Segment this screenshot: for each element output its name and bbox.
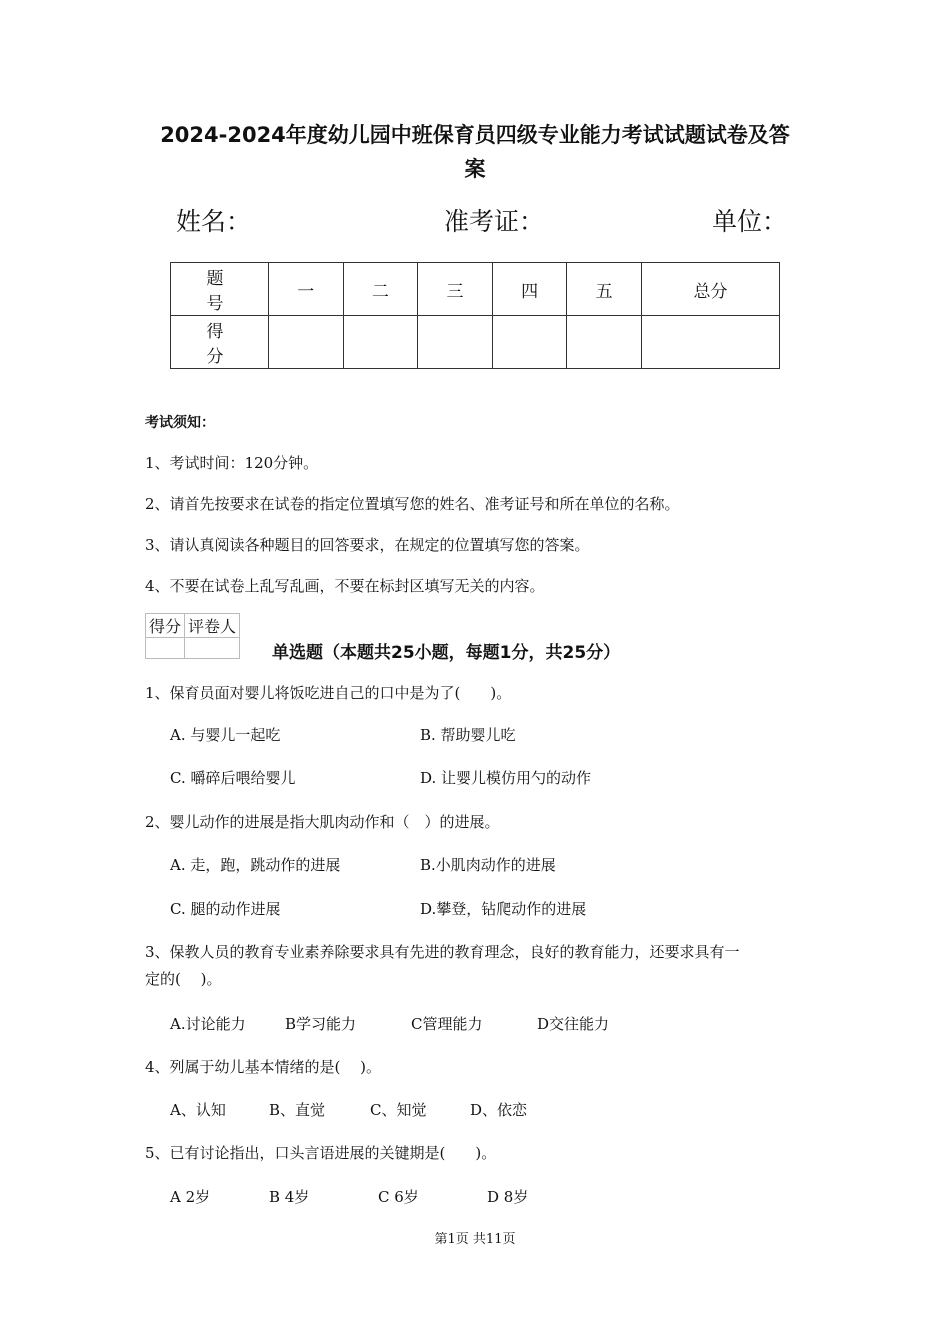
option-a: A. 与婴儿一起吃: [170, 726, 281, 744]
title-line-2: 案: [464, 157, 486, 181]
option-b: B.小肌肉动作的进展: [420, 856, 556, 874]
option-d: D.攀登，钻爬动作的进展: [420, 900, 587, 918]
score-header-label: 题 号: [171, 263, 269, 316]
score-value-cell[interactable]: [269, 316, 344, 369]
notes-title: 考试须知：: [145, 415, 215, 431]
grader-reviewer-label: 评卷人: [185, 614, 240, 638]
note-item: 2、请首先按要求在试卷的指定位置填写您的姓名、准考证号和所在单位的名称。: [145, 495, 680, 513]
score-value-row: [171, 316, 780, 369]
option-d: D交往能力: [537, 1015, 610, 1033]
option-b: B、直觉: [269, 1101, 326, 1119]
option-c: C、知觉: [370, 1101, 427, 1119]
score-table: [170, 262, 780, 369]
title-line-1: 2024-2024年度幼儿园中班保育员四级专业能力考试试题试卷及答: [160, 123, 790, 147]
page-footer: 第1页 共11页: [434, 1232, 516, 1247]
score-header-cell: 总分: [641, 263, 779, 316]
option-a: A、认知: [170, 1101, 226, 1119]
option-b: B 4岁: [269, 1188, 310, 1206]
score-value-cell[interactable]: [418, 316, 493, 369]
question-stem: 2、婴儿动作的进展是指大肌肉动作和（ ）的进展。: [145, 813, 500, 831]
option-b: B. 帮助婴儿吃: [420, 726, 516, 744]
document-title: [120, 118, 830, 186]
option-d: D、依恋: [470, 1101, 528, 1119]
grader-score-label: 得分: [146, 614, 185, 638]
option-a: A 2岁: [170, 1188, 211, 1206]
score-header-cell: 一: [269, 263, 344, 316]
score-header-cell: 二: [343, 263, 418, 316]
score-value-cell[interactable]: [343, 316, 418, 369]
score-header-cell: 三: [418, 263, 493, 316]
score-row-label: 得 分: [171, 316, 269, 369]
note-item: 3、请认真阅读各种题目的回答要求，在规定的位置填写您的答案。: [145, 536, 590, 554]
grader-reviewer-cell[interactable]: [185, 638, 240, 659]
option-c: C管理能力: [411, 1015, 483, 1033]
score-header-row: [171, 263, 780, 316]
option-c: C. 腿的动作进展: [170, 900, 281, 918]
option-a: A. 走，跑，跳动作的进展: [170, 856, 341, 874]
option-b: B学习能力: [285, 1015, 357, 1033]
option-c: C 6岁: [378, 1188, 419, 1206]
option-c: C. 嚼碎后喂给婴儿: [170, 769, 296, 787]
option-d: D. 让婴儿模仿用勺的动作: [420, 769, 592, 787]
score-value-cell[interactable]: [492, 316, 567, 369]
question-stem: 1、保育员面对婴儿将饭吃进自己的口中是为了( )。: [145, 684, 512, 702]
score-value-cell[interactable]: [567, 316, 642, 369]
question-stem: 4、列属于幼儿基本情绪的是( )。: [145, 1058, 382, 1076]
unit-label: 单位：: [712, 207, 788, 236]
option-a: A.讨论能力: [170, 1015, 246, 1033]
question-stem: 3、保教人员的教育专业素养除要求具有先进的教育理念，良好的教育能力，还要求具有一: [145, 943, 740, 961]
score-value-cell[interactable]: [641, 316, 779, 369]
option-d: D 8岁: [487, 1188, 529, 1206]
grader-box: [145, 613, 240, 659]
note-item: 1、考试时间：120分钟。: [145, 454, 319, 472]
question-stem: 5、已有讨论指出，口头言语进展的关键期是( )。: [145, 1144, 497, 1162]
ticket-label: 准考证：: [444, 207, 545, 236]
question-stem-continued: 定的( )。: [145, 970, 222, 988]
grader-score-cell[interactable]: [146, 638, 185, 659]
score-header-cell: 四: [492, 263, 567, 316]
score-header-cell: 五: [567, 263, 642, 316]
name-label: 姓名：: [176, 207, 252, 236]
section-title: 单选题（本题共25小题，每题1分，共25分）: [272, 643, 621, 663]
note-item: 4、不要在试卷上乱写乱画，不要在标封区填写无关的内容。: [145, 577, 545, 595]
